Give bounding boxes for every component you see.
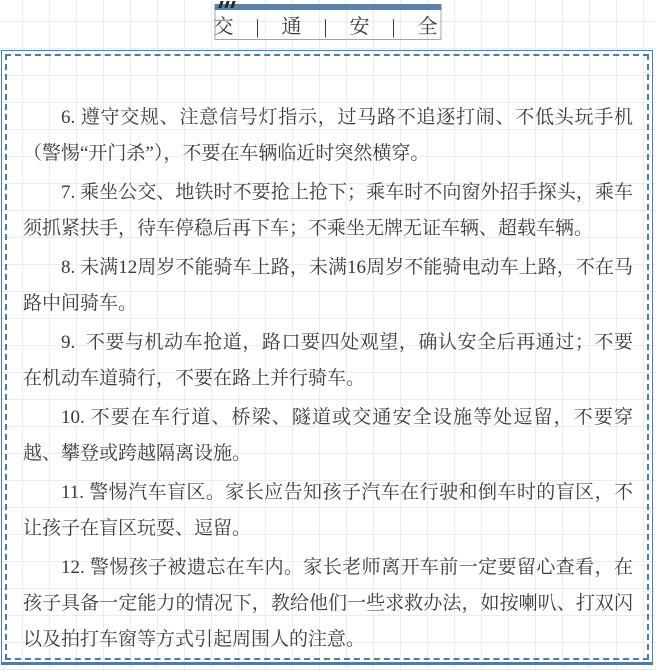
paragraph-9: 9. 不要与机动车抢道，路口要四处观望，确认安全后再通过；不要在机动车道骑行，不要在路上并行骑车。 — [23, 332, 633, 389]
paragraph-8: 8. 未满12周岁不能骑车上路，未满16周岁不能骑电动车上路，不在马路中间骑车。 — [23, 257, 633, 314]
paragraph-12: 12. 警惕孩子被遗忘在车内。家长老师离开车前一定要留心查看，在孩子具备一定能力的情况下，教给他们一些求救办法，如按喇叭、打双闪以及拍打车窗等方式引起周围人的注意。 — [23, 557, 633, 650]
tick-marks-icon — [220, 1, 238, 8]
header-banner — [215, 4, 442, 40]
paragraph-7: 7. 乘坐公交、地铁时不要抢上抢下；乘车时不向窗外招手探头，乘车须抓紧扶手，待车停稳后再下车；不乘坐无牌无证车辆、超载车辆。 — [23, 182, 633, 239]
content-box — [5, 54, 649, 660]
paragraph-10: 10. 不要在车行道、桥梁、隧道或交通安全设施等处逗留，不要穿越、攀登或跨越隔离设施。 — [23, 407, 633, 464]
paragraph-11: 11. 警惕汽车盲区。家长应告知孩子汽车在行驶和倒车时的盲区，不让孩子在盲区玩耍、逗留。 — [23, 482, 633, 539]
content-frame-outer — [1, 50, 653, 665]
header-top-bar — [215, 4, 442, 10]
header-title-box — [215, 10, 442, 40]
page-title: 交 | 通 | 安 | 全 — [213, 16, 443, 38]
paragraph-6: 6. 遵守交规、注意信号灯指示，过马路不追逐打闹、不低头玩手机（警惕“开门杀”），不要在车辆临近时突然横穿。 — [23, 107, 633, 164]
